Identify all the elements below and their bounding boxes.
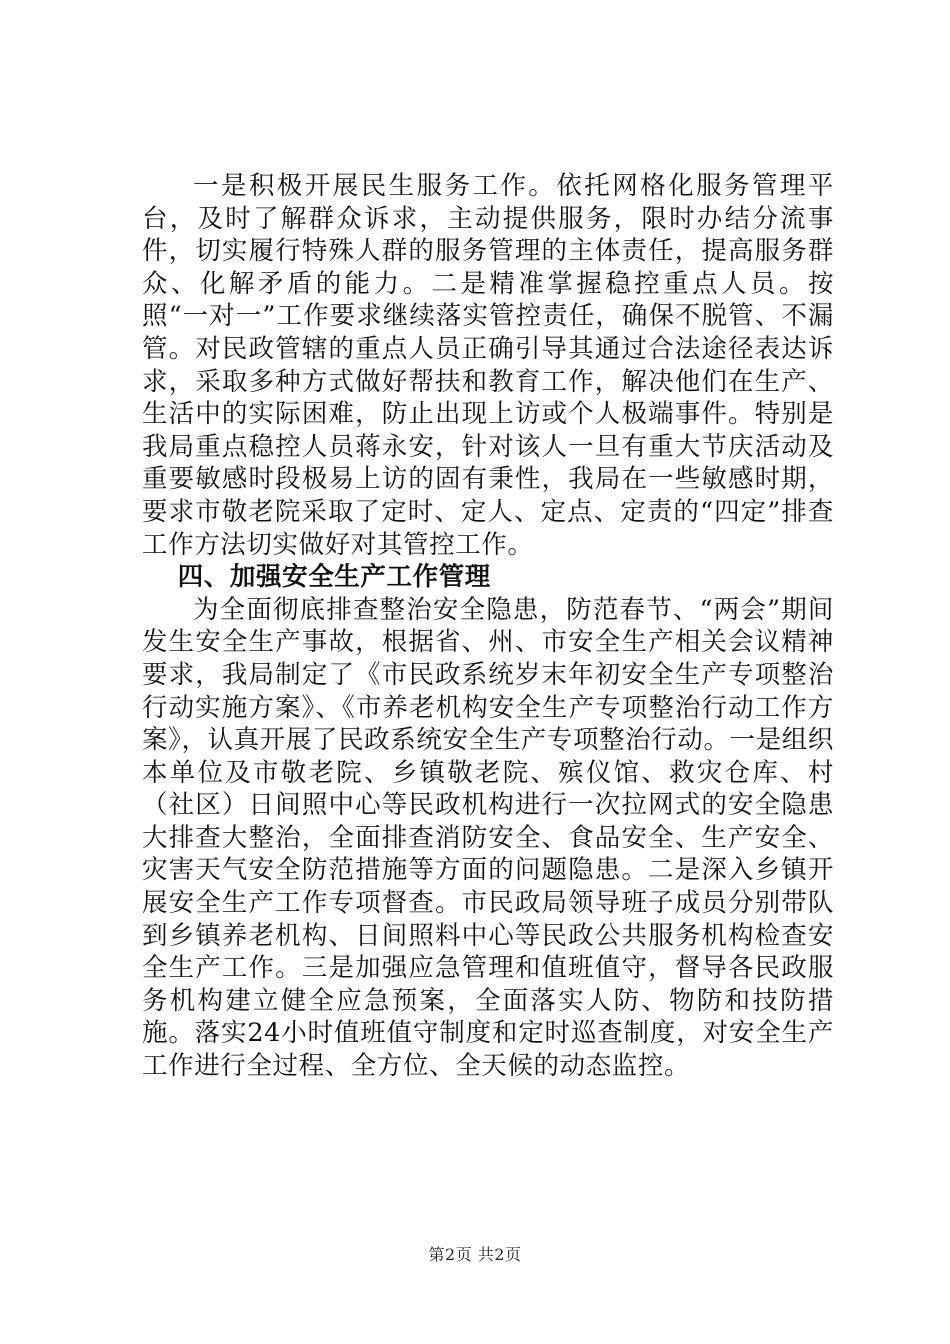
page-footer: 第2页 共2页: [428, 1245, 522, 1264]
body-paragraph-1: 一是积极开展民生服务工作。依托网格化服务管理平台，及时了解群众诉求，主动提供服务，限时办结分流事件，切实履行特殊人群的服务管理的主体责任，提高服务群众、化解矛盾的能力。二是精准掌握稳控重点人员。按照“一对一”工作要求继续落实管控责任，确保不脱管、不漏管。对民政管辖的重点人员正确引导其通过合法途径表达诉求，采取多种方式做好帮扶和教育工作，解决他们在生产、生活中的实际困难，防止出现上访或个人极端事件。特别是我局重点稳控人员蒋永安，针对该人一旦有重大节庆活动及重要敏感时段极易上访的固有秉性，我局在一些敏感时期，要求市敬老院采取了定时、定人、定点、定责的“四定”排查工作方法切实做好对其管控工作。: [142, 171, 834, 560]
body-paragraph-2: 为全面彻底排查整治安全隐患，防范春节、“两会”期间发生安全生产事故，根据省、州、市安全生产相关会议精神要求，我局制定了《市民政系统岁末年初安全生产专项整治行动实施方案》、《市养老机构安全生产专项整治行动工作方案》，认真开展了民政系统安全生产专项整治行动。一是组织本单位及市敬老院、乡镇敬老院、殡仪馆、救灾仓库、村（社区）日间照中心等民政机构进行一次拉网式的安全隐患大排查大整治，全面排查消防安全、食品安全、生产安全、灾害天气安全防范措施等方面的问题隐患。二是深入乡镇开展安全生产工作专项督查。市民政局领导班子成员分别带队到乡镇养老机构、日间照料中心等民政公共服务机构检查安全生产工作。三是加强应急管理和值班值守，督导各民政服务机构建立健全应急预案，全面落实人防、物防和技防措施。落实24小时值班值守制度和定时巡查制度，对安全生产工作进行全过程、全方位、全天候的动态监控。: [142, 594, 834, 1082]
document-body: [142, 170, 834, 1083]
section-heading-4: 四、加强安全生产工作管理: [177, 562, 491, 593]
